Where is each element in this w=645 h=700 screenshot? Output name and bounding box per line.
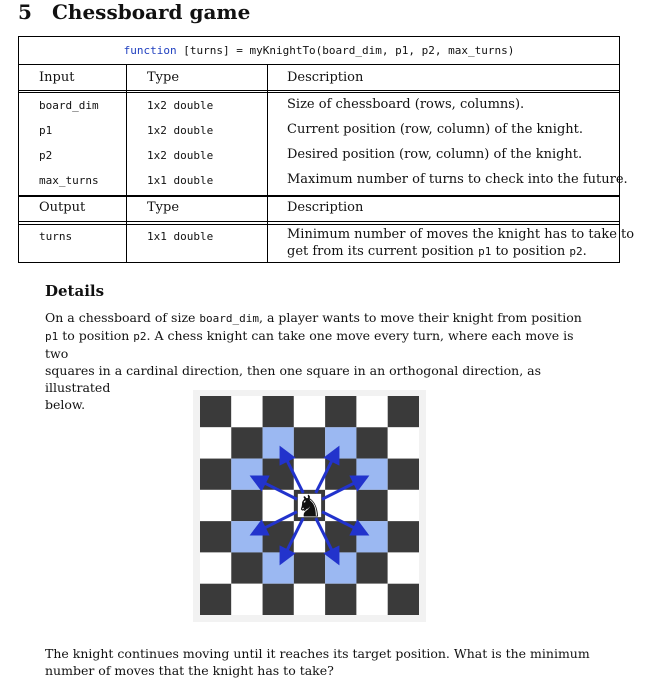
reachable-square [231, 459, 262, 490]
output-type: 1x1 double [147, 230, 214, 243]
board-square [356, 490, 387, 521]
board-square [231, 427, 262, 458]
output-description-line2: get from its current position p1 to position p2. [287, 244, 587, 259]
input-type: 1x1 double [147, 174, 214, 187]
board-square [200, 459, 231, 490]
knight-move-figure [193, 390, 426, 622]
code-board-dim: board_dim [199, 312, 260, 325]
board-square [356, 552, 387, 583]
reachable-square [356, 521, 387, 552]
board-square [263, 396, 294, 427]
board-square [231, 584, 262, 615]
reachable-square [356, 459, 387, 490]
reachable-square [231, 521, 262, 552]
board-square [231, 490, 262, 521]
board-square [200, 427, 231, 458]
board-square [294, 427, 325, 458]
section-title-text: Chessboard game [52, 0, 251, 24]
board-square [294, 396, 325, 427]
input-description: Current position (row, column) of the knight. [287, 122, 584, 137]
chess-knight-icon: ♞ [296, 489, 323, 525]
input-header: Input [39, 70, 75, 85]
board-square [388, 584, 419, 615]
reachable-square [263, 427, 294, 458]
board-square [388, 459, 419, 490]
board-square [231, 396, 262, 427]
board-square [356, 396, 387, 427]
section-title [18, 0, 250, 24]
board-square [200, 396, 231, 427]
board-square [325, 584, 356, 615]
board-square [388, 552, 419, 583]
reachable-square [263, 552, 294, 583]
output-header: Output [39, 200, 86, 215]
closing-paragraph: The knight continues moving until it reaches its target position. What is the minimum number of moves that the knight has to take? [45, 646, 590, 678]
board-square [200, 521, 231, 552]
board-square [325, 396, 356, 427]
code-p2: p2 [133, 330, 147, 343]
input-type: 1x2 double [147, 149, 214, 162]
code-p1: p1 [45, 330, 59, 343]
board-square [231, 552, 262, 583]
output-type-header: Type [147, 200, 180, 215]
input-description: Maximum number of turns to check into the future. [287, 172, 628, 187]
signature-text: [turns] = myKnightTo(board_dim, p1, p2, max_turns) [176, 44, 515, 57]
code-p1: p1 [478, 245, 492, 258]
input-type: 1x2 double [147, 124, 214, 137]
input-type: 1x2 double [147, 99, 214, 112]
output-name: turns [39, 230, 73, 243]
type-header: Type [147, 70, 180, 85]
board-square [200, 584, 231, 615]
board-square [294, 552, 325, 583]
board-square [294, 584, 325, 615]
board-square [263, 584, 294, 615]
function-signature [19, 37, 619, 65]
input-name: board_dim [39, 99, 99, 112]
board-square [200, 490, 231, 521]
section-number: 5 [18, 0, 32, 24]
input-description: Size of chessboard (rows, columns). [287, 97, 525, 112]
function-keyword: function [123, 44, 177, 57]
input-name: p2 [39, 149, 53, 162]
board-square [356, 584, 387, 615]
input-name: max_turns [39, 174, 99, 187]
board-square [388, 521, 419, 552]
output-description-header: Description [287, 200, 364, 215]
chessboard [200, 396, 419, 615]
reachable-square [325, 427, 356, 458]
code-p2: p2 [569, 245, 583, 258]
function-spec-table [18, 36, 635, 263]
output-description-line1: Minimum number of moves the knight has to take to [287, 227, 635, 242]
board-square [356, 427, 387, 458]
board-square [388, 427, 419, 458]
details-heading: Details [45, 282, 105, 300]
input-description: Desired position (row, column) of the knight. [287, 147, 583, 162]
reachable-square [325, 552, 356, 583]
board-square [388, 490, 419, 521]
input-name: p1 [39, 124, 53, 137]
board-square [200, 552, 231, 583]
board-square [388, 396, 419, 427]
details-paragraph: On a chessboard of size board_dim, a player wants to move their knight from position p1 to position p2. A chess knight can take one move every turn, where each move is two squares in a cardinal direction, then one square in an orthogonal direction, as illustrated below. [45, 310, 582, 412]
description-header: Description [287, 70, 364, 85]
